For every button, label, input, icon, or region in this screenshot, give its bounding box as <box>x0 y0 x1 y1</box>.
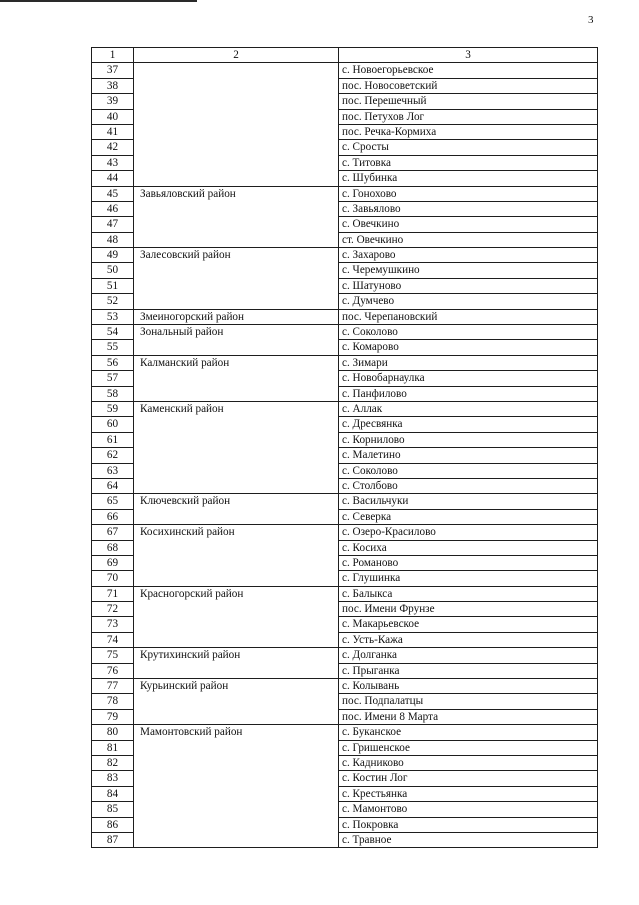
row-number: 38 <box>92 78 134 93</box>
table-row <box>92 355 598 370</box>
row-number: 65 <box>92 494 134 509</box>
settlement-name: с. Захарово <box>339 248 598 263</box>
settlement-name: с. Озеро-Красилово <box>339 525 598 540</box>
row-number: 44 <box>92 171 134 186</box>
row-number: 37 <box>92 63 134 78</box>
row-number: 59 <box>92 401 134 416</box>
settlement-name: с. Кадниково <box>339 755 598 770</box>
settlement-name: с. Шубинка <box>339 171 598 186</box>
settlement-name: с. Шатуново <box>339 278 598 293</box>
table-row <box>92 248 598 263</box>
settlement-name: с. Глушинка <box>339 571 598 586</box>
row-number: 83 <box>92 771 134 786</box>
row-number: 42 <box>92 140 134 155</box>
table-body <box>92 48 598 848</box>
district-name: Змеиногорский район <box>134 309 339 324</box>
row-number: 74 <box>92 632 134 647</box>
settlement-name: с. Завьялово <box>339 201 598 216</box>
row-number: 66 <box>92 509 134 524</box>
row-number: 72 <box>92 602 134 617</box>
table-row <box>92 401 598 416</box>
settlement-name: пос. Речка-Кормиха <box>339 124 598 139</box>
scan-edge-mark <box>0 0 197 2</box>
table-row <box>92 494 598 509</box>
column-header-district: 2 <box>134 48 339 63</box>
settlement-name: с. Соколово <box>339 325 598 340</box>
row-number: 75 <box>92 648 134 663</box>
settlement-name: с. Балыкса <box>339 586 598 601</box>
row-number: 70 <box>92 571 134 586</box>
row-number: 55 <box>92 340 134 355</box>
settlement-name: с. Буканское <box>339 725 598 740</box>
settlement-name: с. Дресвянка <box>339 417 598 432</box>
row-number: 46 <box>92 201 134 216</box>
row-number: 49 <box>92 248 134 263</box>
column-header-settlement: 3 <box>339 48 598 63</box>
page-number: 3 <box>588 14 594 26</box>
row-number: 80 <box>92 725 134 740</box>
table-row <box>92 525 598 540</box>
row-number: 51 <box>92 278 134 293</box>
row-number: 79 <box>92 709 134 724</box>
settlements-table <box>91 47 598 848</box>
settlement-name: с. Романово <box>339 555 598 570</box>
settlement-name: с. Гонохово <box>339 186 598 201</box>
settlement-name: с. Долганка <box>339 648 598 663</box>
settlement-name: с. Столбово <box>339 478 598 493</box>
row-number: 81 <box>92 740 134 755</box>
settlement-name: с. Соколово <box>339 463 598 478</box>
column-header-number: 1 <box>92 48 134 63</box>
settlement-name: с. Овечкино <box>339 217 598 232</box>
settlement-name: пос. Подпалатцы <box>339 694 598 709</box>
settlement-name: с. Зимари <box>339 355 598 370</box>
settlement-name: с. Гришенское <box>339 740 598 755</box>
settlement-name: с. Усть-Кажа <box>339 632 598 647</box>
row-number: 40 <box>92 109 134 124</box>
table-row <box>92 648 598 663</box>
settlement-name: с. Аллак <box>339 401 598 416</box>
settlement-name: с. Панфилово <box>339 386 598 401</box>
row-number: 87 <box>92 832 134 847</box>
settlement-name: ст. Овечкино <box>339 232 598 247</box>
row-number: 60 <box>92 417 134 432</box>
settlement-name: с. Макарьевское <box>339 617 598 632</box>
district-name: Калманский район <box>134 355 339 401</box>
settlement-name: пос. Новосоветский <box>339 78 598 93</box>
settlement-name: с. Думчево <box>339 294 598 309</box>
row-number: 73 <box>92 617 134 632</box>
row-number: 84 <box>92 786 134 801</box>
settlement-name: с. Костин Лог <box>339 771 598 786</box>
district-name: Ключевский район <box>134 494 339 525</box>
row-number: 45 <box>92 186 134 201</box>
district-name: Мамонтовский район <box>134 725 339 848</box>
settlement-name: с. Травное <box>339 832 598 847</box>
district-name: Зональный район <box>134 325 339 356</box>
row-number: 78 <box>92 694 134 709</box>
row-number: 54 <box>92 325 134 340</box>
settlement-name: пос. Черепановский <box>339 309 598 324</box>
district-name: Каменский район <box>134 401 339 493</box>
row-number: 53 <box>92 309 134 324</box>
table-row <box>92 63 598 78</box>
row-number: 82 <box>92 755 134 770</box>
table-row <box>92 309 598 324</box>
row-number: 43 <box>92 155 134 170</box>
settlement-name: с. Косиха <box>339 540 598 555</box>
settlement-name: с. Крестьянка <box>339 786 598 801</box>
district-name <box>134 63 339 186</box>
row-number: 61 <box>92 432 134 447</box>
district-name: Красногорский район <box>134 586 339 648</box>
row-number: 63 <box>92 463 134 478</box>
district-name: Косихинский район <box>134 525 339 587</box>
settlement-name: с. Корнилово <box>339 432 598 447</box>
row-number: 50 <box>92 263 134 278</box>
settlement-name: с. Титовка <box>339 155 598 170</box>
row-number: 56 <box>92 355 134 370</box>
row-number: 71 <box>92 586 134 601</box>
settlement-name: с. Черемушкино <box>339 263 598 278</box>
table-row <box>92 725 598 740</box>
settlement-name: пос. Имени Фрунзе <box>339 602 598 617</box>
table-row <box>92 325 598 340</box>
settlement-name: с. Комарово <box>339 340 598 355</box>
settlement-name: пос. Имени 8 Марта <box>339 709 598 724</box>
row-number: 67 <box>92 525 134 540</box>
settlement-name: пос. Перешечный <box>339 94 598 109</box>
row-number: 77 <box>92 679 134 694</box>
row-number: 58 <box>92 386 134 401</box>
table-header-row <box>92 48 598 63</box>
table-row <box>92 679 598 694</box>
settlement-name: с. Северка <box>339 509 598 524</box>
settlement-name: пос. Петухов Лог <box>339 109 598 124</box>
row-number: 64 <box>92 478 134 493</box>
table-row <box>92 186 598 201</box>
settlement-name: с. Новобарнаулка <box>339 371 598 386</box>
settlement-name: с. Сросты <box>339 140 598 155</box>
settlement-name: с. Покровка <box>339 817 598 832</box>
row-number: 86 <box>92 817 134 832</box>
table-row <box>92 586 598 601</box>
district-name: Залесовский район <box>134 248 339 310</box>
settlement-name: с. Мамонтово <box>339 802 598 817</box>
settlement-name: с. Васильчуки <box>339 494 598 509</box>
settlement-name: с. Новоегорьевское <box>339 63 598 78</box>
district-name: Завьяловский район <box>134 186 339 248</box>
row-number: 48 <box>92 232 134 247</box>
row-number: 69 <box>92 555 134 570</box>
row-number: 76 <box>92 663 134 678</box>
row-number: 52 <box>92 294 134 309</box>
district-name: Крутихинский район <box>134 648 339 679</box>
settlement-name: с. Малетино <box>339 448 598 463</box>
row-number: 62 <box>92 448 134 463</box>
row-number: 39 <box>92 94 134 109</box>
row-number: 47 <box>92 217 134 232</box>
row-number: 57 <box>92 371 134 386</box>
district-name: Курьинский район <box>134 679 339 725</box>
row-number: 68 <box>92 540 134 555</box>
row-number: 85 <box>92 802 134 817</box>
settlement-name: с. Колывань <box>339 679 598 694</box>
settlement-name: с. Прыганка <box>339 663 598 678</box>
row-number: 41 <box>92 124 134 139</box>
